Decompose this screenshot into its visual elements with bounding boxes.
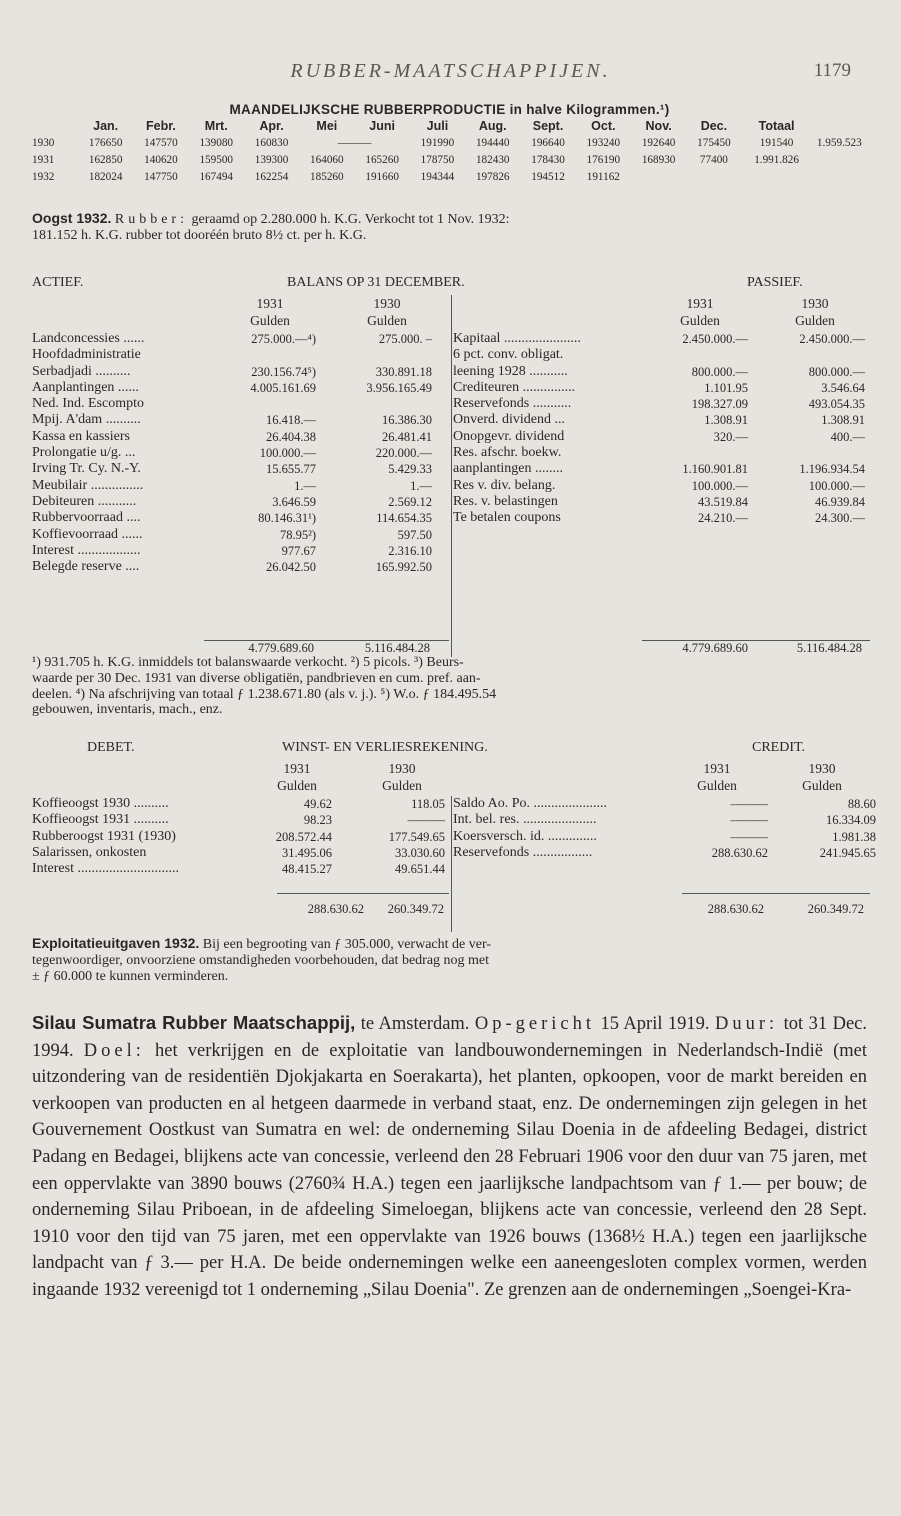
account-label: Hoofdadministratie	[32, 347, 141, 363]
account-row	[32, 380, 450, 396]
production-cell: 167494	[199, 170, 234, 183]
account-value-1931: 78.95²)	[279, 527, 316, 542]
account-value-1931: 15.655.77	[266, 462, 316, 477]
account-row	[32, 510, 450, 526]
account-label: 6 pct. conv. obligat.	[453, 347, 564, 363]
balans-unit-right-1: Gulden	[680, 313, 720, 328]
balans-year-1931-left: 1931	[256, 296, 284, 311]
company-name: Silau Sumatra Rubber Maatschappij,	[32, 1012, 356, 1033]
balans-year-1930-right: 1930	[801, 296, 829, 311]
production-row	[32, 151, 867, 168]
winst-unit-right-2: Gulden	[802, 778, 842, 793]
balans-left-title: ACTIEF.	[32, 275, 84, 290]
winst-left-title: DEBET.	[87, 740, 135, 755]
account-value-1931: 800.000.—	[691, 364, 748, 379]
account-row	[32, 812, 450, 828]
account-row	[453, 494, 870, 510]
account-row	[453, 478, 870, 494]
account-row	[32, 396, 450, 412]
account-value-1931: 208.572.44	[275, 829, 332, 844]
production-cell: 175450	[697, 136, 731, 149]
account-value-1931: ———	[730, 829, 768, 844]
account-row	[453, 347, 870, 363]
account-label: Res. afschr. boekw.	[453, 445, 562, 461]
account-value-1930: 493.054.35	[808, 397, 865, 412]
account-value-1931: 1.—	[294, 478, 316, 493]
production-col-header: Mrt.	[204, 118, 228, 133]
production-col-header: Juni	[369, 118, 395, 133]
production-cell: 192640	[641, 136, 676, 149]
account-value-1931: 31.495.06	[282, 845, 332, 860]
balance-footnotes	[32, 655, 870, 718]
winst-total-right-1931: 288.630.62	[707, 902, 764, 916]
account-row	[32, 429, 450, 445]
production-cell: 197826	[475, 170, 510, 183]
account-label: Te betalen coupons	[453, 510, 561, 526]
account-label: Res v. div. belang.	[453, 477, 556, 493]
account-label: Interest .............................	[32, 861, 179, 877]
production-cell: 191660	[365, 170, 399, 183]
account-row	[32, 845, 450, 861]
account-row	[32, 861, 450, 877]
account-label: Reservefonds ...........	[453, 396, 572, 412]
winst-unit-right-1: Gulden	[697, 778, 737, 793]
company-entry	[32, 1010, 867, 1304]
footnote-line-2: waarde per 30 Dec. 1931 van diverse obligatiën, pandbrieven en cum. pref. aan-	[32, 670, 481, 686]
account-row	[32, 347, 450, 363]
production-col-header: Sept.	[532, 118, 564, 133]
duur-label: Duur:	[715, 1014, 779, 1034]
account-row	[453, 364, 870, 380]
account-row	[453, 510, 870, 526]
account-value-1931: 288.630.62	[711, 845, 768, 860]
account-row	[32, 478, 450, 494]
balans-year-1930-left: 1930	[373, 296, 401, 311]
account-value-1930: 165.992.50	[375, 560, 432, 575]
oogst-text-1: geraamd op 2.280.000 h. K.G. Verkocht tot 1 Nov. 1932:	[187, 212, 510, 227]
winst-unit-left-1: Gulden	[277, 778, 317, 793]
winst-total-left-1931: 288.630.62	[307, 902, 364, 916]
account-row	[32, 559, 450, 575]
exploit-line-2: tegenwoordiger, onvoorziene omstandigheden voorbehouden, dat bedrag nog met	[32, 953, 490, 968]
production-cell: 168930	[641, 153, 676, 166]
account-row	[453, 796, 876, 812]
production-col-header: Febr.	[146, 118, 176, 133]
production-cell: 165260	[365, 153, 399, 166]
company-text-c: tot 31 Dec. 1994.	[32, 1014, 867, 1061]
account-row	[32, 527, 450, 543]
production-title: MAANDELIJKSCHE RUBBERPRODUCTIE in halve Kilogrammen.¹)	[229, 102, 670, 117]
oogst-label: Oogst 1932.	[32, 210, 112, 226]
account-value-1930: 1.981.38	[832, 829, 876, 844]
account-label: Interest ..................	[32, 542, 141, 558]
production-cell: 162850	[88, 153, 123, 166]
account-label: Koffieoogst 1930 ..........	[32, 796, 169, 811]
account-row	[32, 829, 450, 845]
production-col-header: Aug.	[478, 118, 507, 133]
balans-unit-left-1: Gulden	[250, 313, 290, 328]
account-row	[32, 494, 450, 510]
account-value-1931: 1.308.91	[704, 413, 748, 428]
production-cell: 147570	[144, 136, 178, 149]
production-col-header: Apr.	[259, 118, 284, 133]
account-label: Koffievoorraad ......	[32, 526, 143, 542]
account-row	[453, 331, 870, 347]
account-value-1931: 100.000.—	[691, 478, 748, 493]
account-value-1931: 49.62	[303, 797, 332, 811]
page-number: 1179	[813, 60, 851, 81]
account-value-1931: 26.404.38	[266, 429, 316, 444]
production-cell: 193240	[586, 136, 621, 149]
account-label: Kassa en kassiers	[32, 428, 130, 444]
production-cell: ———	[337, 136, 372, 149]
passiva-list	[453, 331, 870, 527]
account-value-1931: ———	[730, 813, 768, 828]
production-cell: 164060	[310, 153, 344, 166]
account-value-1930: 800.000.—	[808, 364, 865, 379]
account-label: Salarissen, onkosten	[32, 844, 147, 860]
winst-year-1931-right: 1931	[703, 761, 731, 776]
account-value-1930: 2.316.10	[388, 543, 432, 558]
account-row	[32, 796, 450, 812]
production-cell: 182024	[88, 170, 123, 183]
production-cell: 176650	[88, 136, 123, 149]
debet-list	[32, 796, 450, 877]
account-label: Res. v. belastingen	[453, 493, 558, 509]
account-value-1931: 230.156.74⁵)	[251, 364, 316, 379]
account-value-1930: 49.651.44	[395, 862, 445, 877]
balans-total-right-1930: 5.116.484.28	[796, 641, 862, 655]
winst-year-1931-left: 1931	[283, 761, 311, 776]
account-value-1930: 2.450.000.—	[799, 332, 865, 346]
production-cell	[686, 168, 741, 185]
exploit-line-1: Bij een begrooting van ƒ 305.000, verwacht de ver-	[199, 937, 491, 952]
production-cell: 1.959.523	[816, 136, 862, 149]
account-value-1930: 597.50	[397, 527, 432, 542]
account-label: aanplantingen ........	[453, 461, 564, 477]
production-col-header: Totaal	[758, 118, 795, 133]
production-cell: 182430	[475, 153, 510, 166]
account-value-1931: 3.646.59	[272, 494, 316, 509]
account-value-1931: 4.005.161.69	[250, 380, 316, 395]
account-value-1931: 977.67	[281, 543, 316, 558]
account-value-1931: ———	[730, 797, 768, 811]
production-col-header: Juli	[426, 118, 449, 133]
account-label: Prolongatie u/g. ...	[32, 445, 136, 461]
account-row	[32, 412, 450, 428]
account-value-1930: 177.549.65	[388, 829, 445, 844]
account-value-1930: 16.386.30	[382, 413, 432, 428]
winst-total-left-1930: 260.349.72	[387, 902, 444, 916]
account-row	[32, 461, 450, 477]
oogst-rubber-label: Rubber:	[114, 212, 188, 227]
account-value-1931: 2.450.000.—	[682, 332, 748, 346]
winst-year-1930-right: 1930	[808, 761, 836, 776]
production-col-header: Jan.	[93, 118, 119, 133]
balans-total-right-1931: 4.779.689.60	[682, 641, 748, 655]
production-row	[32, 168, 867, 185]
credit-list	[453, 796, 876, 861]
account-row	[453, 461, 870, 477]
balance-sheet	[32, 275, 870, 655]
winst-unit-left-2: Gulden	[382, 778, 422, 793]
account-value-1930: 46.939.84	[815, 494, 865, 509]
opgericht-label: Op-gericht	[474, 1014, 596, 1034]
account-value-1930: 24.300.—	[815, 511, 865, 526]
doel-label: Doel:	[83, 1040, 145, 1061]
account-row	[32, 364, 450, 380]
account-value-1931: 43.519.84	[698, 494, 748, 509]
production-col-header: Mei	[316, 118, 338, 133]
profit-loss-account	[32, 740, 876, 930]
account-label: Rubberoogst 1931 (1930)	[32, 828, 176, 844]
account-row	[453, 812, 876, 828]
production-cell: 196640	[531, 136, 565, 149]
account-label: Onopgevr. dividend	[453, 428, 565, 444]
account-label: Mpij. A'dam ..........	[32, 412, 141, 428]
account-value-1930: 220.000.—	[375, 446, 432, 461]
account-row	[32, 543, 450, 559]
production-cell: 1.991.826	[754, 153, 799, 166]
account-row	[32, 445, 450, 461]
account-label: Landconcessies ......	[32, 331, 145, 346]
production-cell: 1930	[32, 136, 55, 149]
winst-right-title: CREDIT.	[752, 740, 806, 755]
account-label: Crediteuren ...............	[453, 379, 576, 395]
account-row	[453, 412, 870, 428]
account-value-1931: 198.327.09	[691, 397, 748, 412]
production-cell: 194512	[531, 170, 565, 183]
account-value-1930: 3.956.165.49	[366, 380, 432, 395]
production-cell: 160830	[254, 136, 289, 149]
production-cell: 178430	[531, 153, 565, 166]
exploitatie-paragraph	[32, 935, 872, 985]
balans-total-left-1931: 4.779.689.60	[248, 641, 314, 655]
production-cell: 185260	[310, 170, 344, 183]
winst-center-title: WINST- EN VERLIESREKENING.	[282, 740, 488, 755]
production-row	[32, 134, 867, 151]
winst-total-right-1930: 260.349.72	[807, 902, 864, 916]
account-value-1931: 80.146.31¹)	[258, 511, 316, 526]
footnote-line-1: ¹) 931.705 h. K.G. inmiddels tot balanswaarde verkocht. ²) 5 picols. ³) Beurs-	[32, 655, 464, 670]
company-text-d: het verkrijgen en de exploitatie van landbouwondernemingen in Nederlandsch-Indië (met uitzondering van de residentiën Djokjakarta en Soerakarta), het planten, opkoopen, voor de markt bereiden en verkoopen van producten en al hetgeen daarmede in verband staat, enz. De ondernemingen zijn gelegen in het Gouvernement Oostkust van Sumatra en wel: de onderneming Silau Doenia in de afdeeling Bedagei, district Padang en Bedagei, blijkens acte van concessie, verleend den 28 Februari 1906 voor den duur van 75 jaren, met een oppervlakte van 3890 bouws (2760¾ H.A.) tegen een jaarlijksche landpachtsom van ƒ 1.— per bouw; de onderneming Silau Priboean, in de afdeeling Simeloegan, blijkens acte van concessie, verleend den 28 Sept. 1910 voor den tijd van 75 jaren, met een oppervlakte van 1926 bouws (1368½ H.A.) tegen een jaarlijksche landpacht van ƒ 3.— per H.A. De beide ondernemingen welke een aaneengesloten complex vormen, werden ingaande 1932 vereenigd tot 1 onderneming „Silau Doenia". Ze grenzen aan de ondernemingen „Soengei-Kra-	[32, 1040, 867, 1300]
account-label: Irving Tr. Cy. N.-Y.	[32, 461, 141, 477]
production-cell: 162254	[254, 170, 289, 183]
company-text-b: 15 April 1919.	[595, 1014, 716, 1034]
production-cell: 139080	[199, 136, 234, 149]
account-row	[453, 844, 876, 861]
production-cell	[742, 168, 812, 185]
account-value-1931: 16.418.—	[266, 413, 316, 428]
production-table	[32, 102, 867, 185]
balans-year-1931-right: 1931	[686, 296, 714, 311]
running-head	[0, 60, 901, 86]
account-value-1930: 330.891.18	[375, 364, 432, 379]
account-label: Koffieoogst 1931 ..........	[32, 812, 169, 828]
account-value-1930: 114.654.35	[376, 511, 432, 526]
production-cell: 191540	[759, 136, 794, 149]
account-value-1930: 33.030.60	[395, 845, 445, 860]
account-row	[453, 445, 870, 461]
account-label: Serbadjadi ..........	[32, 363, 131, 379]
account-value-1931: 24.210.—	[698, 511, 748, 526]
account-label: Int. bel. res. .....................	[453, 812, 597, 828]
account-value-1930: 400.—	[830, 429, 865, 444]
account-value-1930: 5.429.33	[388, 462, 432, 477]
account-value-1930: 26.481.41	[382, 429, 432, 444]
production-col-header: Dec.	[700, 118, 728, 133]
account-value-1930: 100.000.—	[808, 478, 865, 493]
account-label: Ned. Ind. Escompto	[32, 396, 144, 412]
running-title: RUBBER-MAATSCHAPPIJEN.	[290, 60, 611, 82]
footnote-line-4: gebouwen, inventaris, mach., enz.	[32, 702, 223, 718]
production-cell: 147750	[144, 170, 178, 183]
production-cell: 77400	[699, 153, 728, 166]
account-value-1930: ———	[407, 813, 445, 828]
account-label: Debiteuren ...........	[32, 493, 137, 509]
account-label: Kapitaal ......................	[453, 331, 581, 346]
account-value-1930: 16.334.09	[826, 813, 876, 828]
production-cell: 191990	[420, 136, 455, 149]
account-row	[32, 331, 450, 347]
exploit-line-3: ± ƒ 60.000 te kunnen verminderen.	[32, 969, 229, 984]
account-label: Saldo Ao. Po. .....................	[453, 796, 608, 811]
production-cell: 191162	[586, 170, 620, 183]
account-label: Aanplantingen ......	[32, 379, 139, 395]
balans-unit-right-2: Gulden	[795, 313, 835, 328]
account-value-1931: 100.000.—	[259, 446, 316, 461]
account-value-1931: 1.160.901.81	[682, 462, 748, 477]
account-value-1931: 98.23	[303, 813, 332, 828]
account-value-1930: 2.569.12	[388, 494, 432, 509]
account-label: Koersversch. id. ..............	[453, 828, 597, 844]
account-value-1931: 275.000.—⁴)	[251, 332, 316, 346]
production-cell: 176190	[586, 153, 621, 166]
account-label: Belegde reserve ....	[32, 559, 140, 575]
account-value-1931: 1.101.95	[704, 380, 748, 395]
exploit-label: Exploitatieuitgaven 1932.	[32, 935, 200, 951]
account-row	[453, 396, 870, 412]
account-label: Onverd. dividend ...	[453, 412, 565, 428]
oogst-text-2: 181.152 h. K.G. rubber tot dooréén bruto 8½ ct. per h. K.G.	[32, 228, 367, 243]
account-value-1930: 3.546.64	[821, 380, 865, 395]
account-label: Meubilair ...............	[32, 477, 144, 493]
production-cell: 1931	[32, 153, 55, 166]
activa-list	[32, 331, 450, 575]
production-cell: 140620	[144, 153, 178, 166]
account-value-1931: 48.415.27	[282, 862, 332, 877]
account-value-1930: 1.308.91	[821, 413, 865, 428]
production-cell: 159500	[199, 153, 234, 166]
production-col-header: Nov.	[645, 118, 672, 133]
oogst-paragraph	[32, 210, 872, 244]
account-row	[453, 828, 876, 845]
account-value-1930: 1.196.934.54	[799, 462, 865, 477]
account-label: Rubbervoorraad ....	[32, 510, 141, 526]
account-row	[453, 429, 870, 445]
account-value-1930: 241.945.65	[819, 845, 876, 860]
balans-unit-left-2: Gulden	[367, 313, 407, 328]
account-value-1931: 320.—	[713, 429, 748, 444]
account-value-1931: 26.042.50	[266, 560, 316, 575]
production-cell: 1932	[32, 170, 55, 183]
account-label: leening 1928 ...........	[453, 363, 568, 379]
account-value-1930: 88.60	[847, 797, 876, 811]
production-col-header: Oct.	[591, 118, 616, 133]
production-cell	[631, 168, 686, 185]
account-value-1930: 275.000. –	[378, 332, 432, 346]
account-row	[453, 380, 870, 396]
company-text-a: te Amsterdam.	[355, 1014, 475, 1034]
production-cell: 178750	[420, 153, 455, 166]
winst-year-1930-left: 1930	[388, 761, 416, 776]
balans-right-title: PASSIEF.	[747, 275, 803, 290]
balans-total-left-1930: 5.116.484.28	[364, 641, 430, 655]
production-cell: 194440	[475, 136, 510, 149]
footnote-line-3: deelen. ⁴) Na afschrijving van totaal ƒ 1.238.671.80 (als v. j.). ⁵) W.o. ƒ 184.495.54	[32, 686, 497, 702]
account-value-1930: 1.—	[410, 478, 432, 493]
production-cell: 139300	[254, 153, 289, 166]
production-col-header	[32, 117, 78, 134]
production-cell: 194344	[420, 170, 455, 183]
account-label: Reservefonds .................	[453, 844, 593, 860]
balans-center-title: BALANS OP 31 DECEMBER.	[287, 275, 465, 290]
account-value-1930: 118.05	[411, 797, 445, 811]
